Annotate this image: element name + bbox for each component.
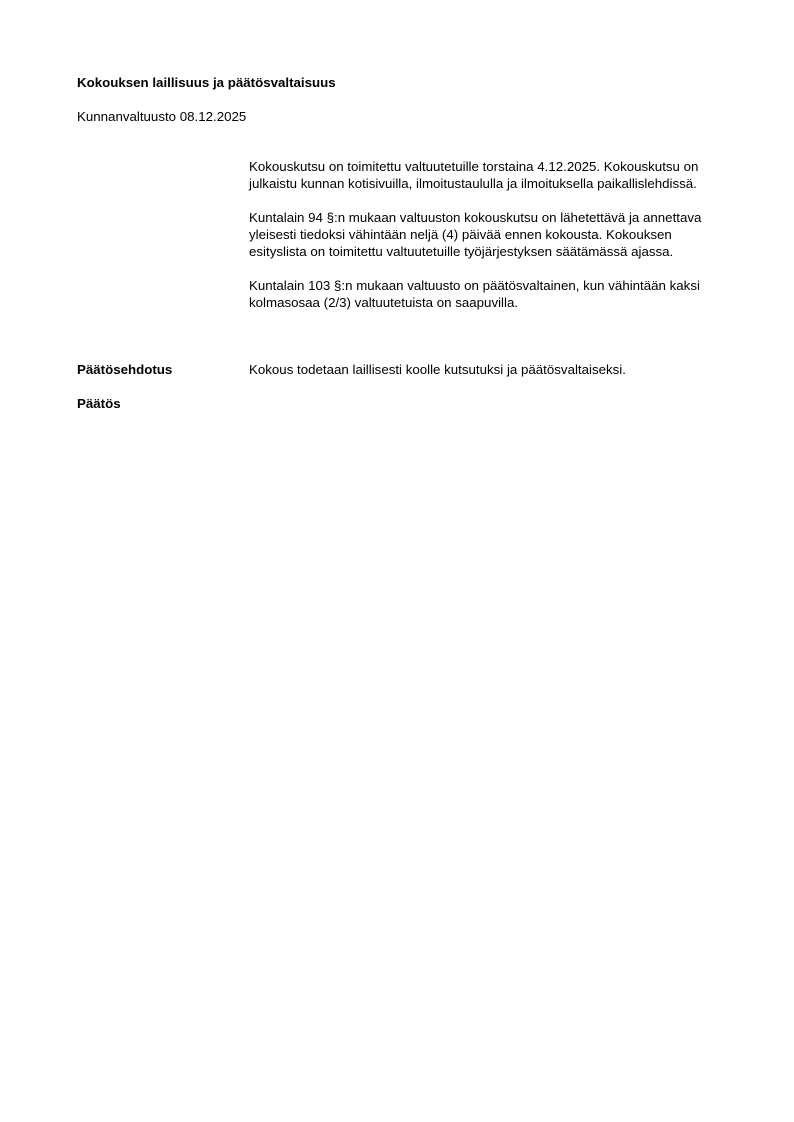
paragraph-invitation: Kokouskutsu on toimitettu valtuutetuille torstaina 4.12.2025. Kokouskutsu on julkaistu kunnan kotisivuilla, ilmoitustaululla ja ilmoituksella paikallislehdissä.: [249, 159, 699, 191]
presentation-text: [249, 158, 719, 328]
decision-label: Päätös: [77, 396, 121, 411]
document-title: Kokouksen laillisuus ja päätösvaltaisuus: [77, 75, 336, 90]
paragraph-law-103: Kuntalain 103 §:n mukaan valtuusto on päätösvaltainen, kun vähintään kaksi kolmasosaa (2/3) valtuutetuista on saapuvilla.: [249, 278, 700, 310]
proposal-label: Päätösehdotus: [77, 362, 173, 377]
proposal-text: Kokous todetaan laillisesti koolle kutsutuksi ja päätösvaltaiseksi.: [249, 362, 626, 377]
meeting-info: Kunnanvaltuusto 08.12.2025: [77, 109, 247, 124]
paragraph-law-94: Kuntalain 94 §:n mukaan valtuuston kokouskutsu on lähetettävä ja annettava yleisesti tiedoksi vähintään neljä (4) päivää ennen kokousta. Kokouksen esityslista on toimitettu valtuutetuille työjärjestyksen säätämässä ajassa.: [249, 210, 702, 259]
